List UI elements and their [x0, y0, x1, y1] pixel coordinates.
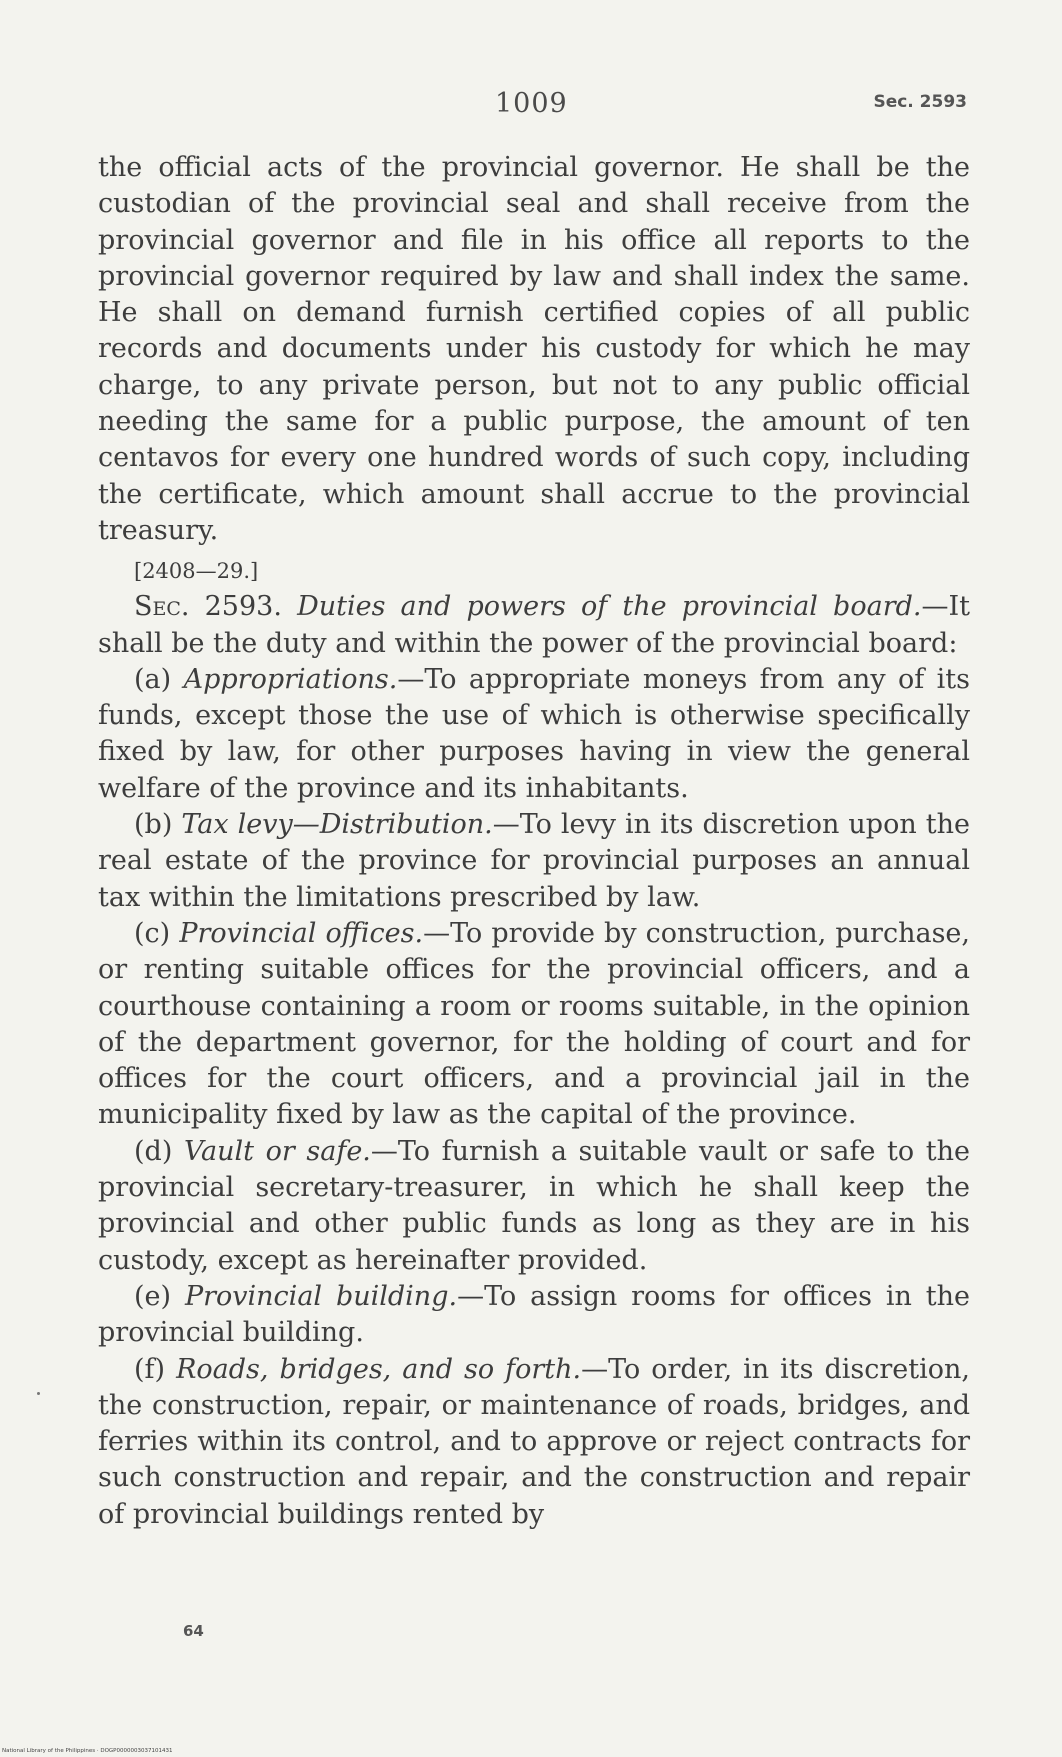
- list-item: [98, 662, 970, 807]
- body-text: [98, 150, 970, 1533]
- printer-signature-mark: 64: [183, 1622, 204, 1640]
- archive-credit-line: National Library of the Philippines · DOGP0000003037101431: [2, 1748, 173, 1754]
- print-speck: [37, 1392, 40, 1395]
- section-intro: —It shall be the duty and within the power of the provincial board:: [98, 591, 970, 659]
- section-title: Duties and powers of the provincial board.: [297, 591, 922, 623]
- list-item: [98, 916, 970, 1134]
- item-text: —To levy in its discretion upon the real estate of the province for provincial purposes an annual tax within the limitations prescribed by law.: [98, 809, 970, 913]
- section-label: Sec. 2593.: [134, 591, 282, 623]
- section-heading-paragraph: [98, 589, 970, 662]
- item-title: Vault or safe.: [183, 1135, 371, 1167]
- list-item: [98, 1134, 970, 1279]
- item-text: —To furnish a suitable vault or safe to the provincial secretary-treasurer, in which he shall keep the provincial and other public funds as long as they are in his custody, except as hereinafter provided.: [98, 1135, 970, 1276]
- item-title: Provincial building.: [184, 1280, 458, 1312]
- running-section-reference: Sec. 2593: [873, 92, 967, 112]
- item-title: Tax levy—Distribution.: [181, 809, 493, 841]
- list-item: [98, 1352, 970, 1533]
- page-number: 1009: [495, 88, 568, 119]
- paragraph-custodian-duties: the official acts of the provincial governor. He shall be the custodian of the provincial seal and shall receive from the provincial governor and file in his office all reports to the provincial governor required by law and shall index the same. He shall on demand furnish certified copies of all public records and documents under his custody for which he may charge, to any private person, but not to any public official needing the same for a public purpose, the amount of ten centavos for every one hundred words of such copy, including the certificate, which amount shall accrue to the provincial treasury.: [98, 152, 970, 546]
- item-title: Roads, bridges, and so forth.: [176, 1353, 582, 1385]
- item-marker: (a): [134, 663, 172, 695]
- item-title: Provincial offices.: [179, 917, 424, 949]
- item-text: —To appropriate moneys from any of its funds, except those the use of which is otherwise specifically fixed by law, for other purposes having in view the general welfare of the province and its inhabitants.: [98, 663, 970, 804]
- page-header: [0, 88, 1062, 128]
- item-marker: (c): [134, 917, 171, 949]
- list-item: [98, 1279, 970, 1352]
- item-text: —To provide by construction, purchase, or renting suitable offices for the provincial officers, and a courthouse containing a room or rooms suitable, in the opinion of the department governor, for the holding of court and for offices for the court officers, and a provincial jail in the municipality fixed by law as the capital of the province.: [98, 917, 970, 1131]
- item-marker: (d): [134, 1135, 173, 1167]
- item-marker: (b): [134, 809, 173, 841]
- legal-citation: [2408—29.]: [134, 559, 259, 584]
- item-title: Appropriations.: [183, 663, 398, 695]
- item-marker: (e): [134, 1280, 172, 1312]
- item-marker: (f): [134, 1353, 166, 1385]
- list-item: [98, 807, 970, 916]
- item-text: —To order, in its discretion, the construction, repair, or maintenance of roads, bridges, and ferries within its control, and to approve or reject contracts for such construction and repair, and the construction and repair of provincial buildings rented by: [98, 1353, 970, 1530]
- item-text: —To assign rooms for offices in the provincial building.: [98, 1280, 970, 1349]
